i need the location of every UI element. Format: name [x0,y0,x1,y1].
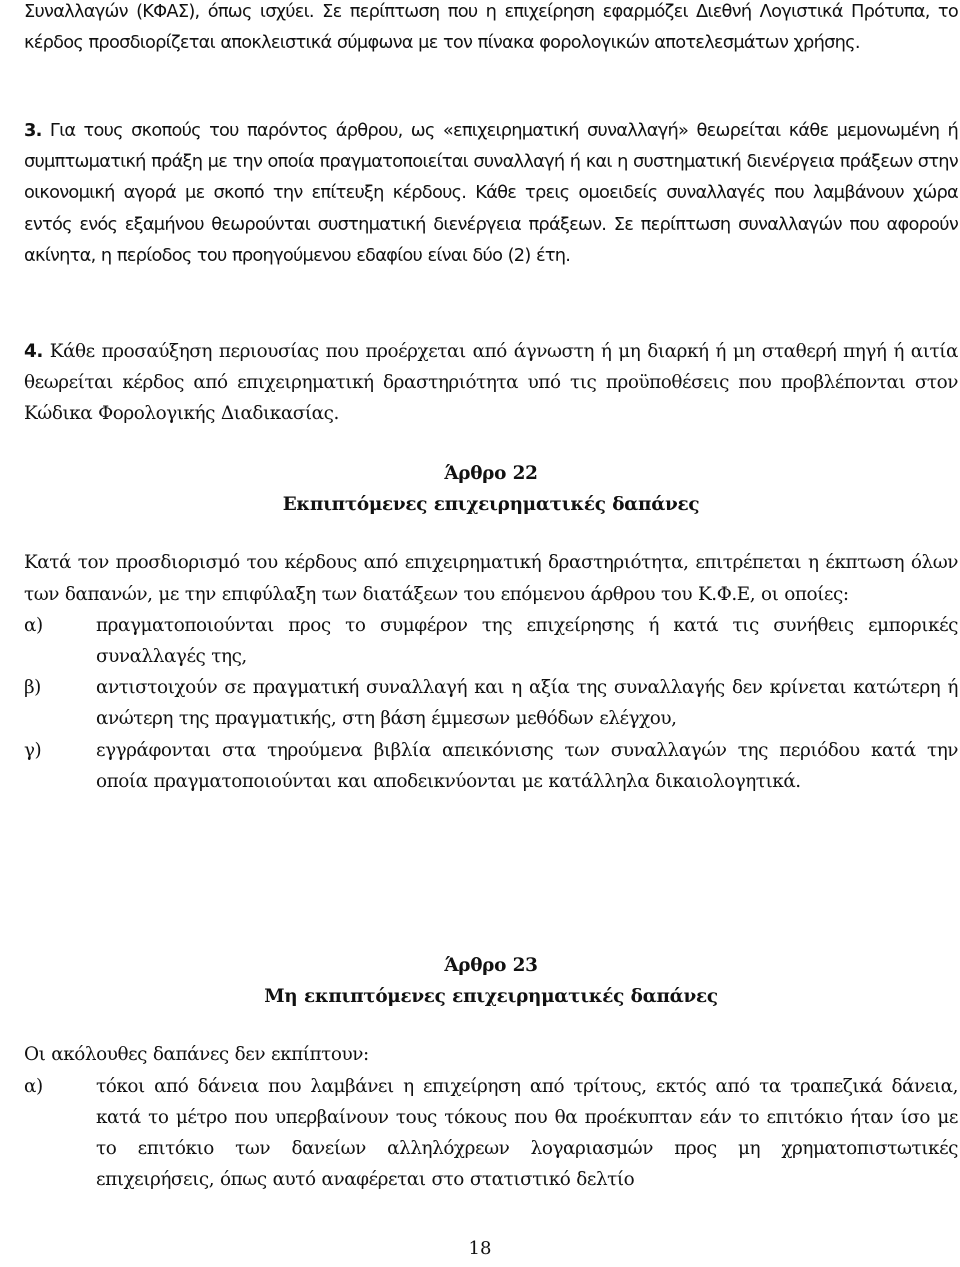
article-23-intro: Οι ακόλουθες δαπάνες δεν εκπίπτουν: [24,1044,369,1066]
article-22 [24,458,958,797]
list-item [24,672,958,734]
article-23-title: Μη εκπιπτόμενες επιχειρηματικές δαπάνες [264,986,718,1008]
page-number: 18 [468,1238,492,1259]
paragraph-3-number: 3. [24,120,42,141]
list-item-text: εγγράφονται στα τηρούμενα βιβλία απεικόνισης των συναλλαγών της περιόδου κατά την οποία πραγματοποιούνται και αποδεικνύονται με κατάλληλα δικαιολογητικά. [96,739,958,792]
list-item-label: γ) [24,739,42,761]
article-23 [24,950,958,1195]
article-23-list [24,1071,958,1196]
list-item [24,610,958,672]
paragraph-4-text: Κάθε προσαύξηση περιουσίας που προέρχεται από άγνωστη ή μη διαρκή ή μη σταθερή πηγή ή αιτία θεωρείται κέρδος από επιχειρηματική δραστηριότητα υπό τις προϋποθέσεις που προβλέπονται στον Κώδικα Φορολογικής Διαδικασίας. [24,341,958,425]
list-item-label: α) [24,1075,43,1097]
list-item-text: πραγματοποιούνται προς το συμφέρον της επιχείρησης ή κατά τις συνήθεις εμπορικές συναλλαγές της, [96,614,958,668]
list-item-label: α) [24,614,43,636]
list-item-text: αντιστοιχούν σε πραγματική συναλλαγή και η αξία της συναλλαγής δεν κρίνεται κατώτερη ή ανώτερη της πραγματικής, στη βάση έμμεσων μεθόδων ελέγχου, [96,677,958,730]
article-22-title: Εκπιπτόμενες επιχειρηματικές δαπάνες [282,494,700,516]
list-item [24,1071,958,1196]
continued-paragraph: Συναλλαγών (ΚΦΑΣ), όπως ισχύει. Σε περίπτωση που η επιχείρηση εφαρμόζει Διεθνή Λογιστικά Πρότυπα, το κέρδος προσδιορίζεται αποκλειστικά σύμφωνα με τον πίνακα φορολογικών αποτελεσμάτων χρήσης. [24,1,958,54]
article-23-heading: Άρθρο 23 [444,955,538,976]
article-22-list [24,610,958,797]
document-page [24,0,958,1267]
paragraph-3 [24,115,958,271]
paragraph-4-number: 4. [24,341,43,362]
paragraph-4 [24,336,958,430]
list-item [24,735,958,797]
paragraph-3-text: Για τους σκοπούς του παρόντος άρθρου, ως «επιχειρηματική συναλλαγή» θεωρείται κάθε μεμονωμένη ή συμπτωματική πράξη με την οποία πραγματοποιείται συναλλαγή ή και η συστηματική διενέργεια πράξεων στην οικονομική αγορά με σκοπό την επίτευξη κέρδους. Κάθε τρεις ομοειδείς συναλλαγές που λαμβάνουν χώρα εντός ενός εξαμήνου θεωρούνται συστηματική διενέργεια πράξεων. Σε περίπτωση συναλλαγών που αφορούν ακίνητα, η περίοδος του προηγούμενου εδαφίου είναι δύο (2) έτη. [24,120,958,266]
list-item-label: β) [24,677,41,699]
article-22-heading: Άρθρο 22 [444,463,538,484]
article-22-intro: Κατά τον προσδιορισμό του κέρδους από επιχειρηματική δραστηριότητα, επιτρέπεται η έκπτωση όλων των δαπανών, με την επιφύλαξη των διατάξεων του επόμενου άρθρου του Κ.Φ.Ε, οι οποίες: [24,552,958,605]
list-item-text: τόκοι από δάνεια που λαμβάνει η επιχείρηση από τρίτους, εκτός από τα τραπεζικά δάνεια, κατά το μέτρο που υπερβαίνουν τους τόκους που θα προέκυπταν εάν το επιτόκιο ήταν ίσο με το επιτόκιο των δανείων αλληλόχρεων λογαριασμών προς μη χρηματοπιστωτικές επιχειρήσεις, όπως αυτό αναφέρεται στο στατιστικό δελτίο [96,1075,958,1191]
